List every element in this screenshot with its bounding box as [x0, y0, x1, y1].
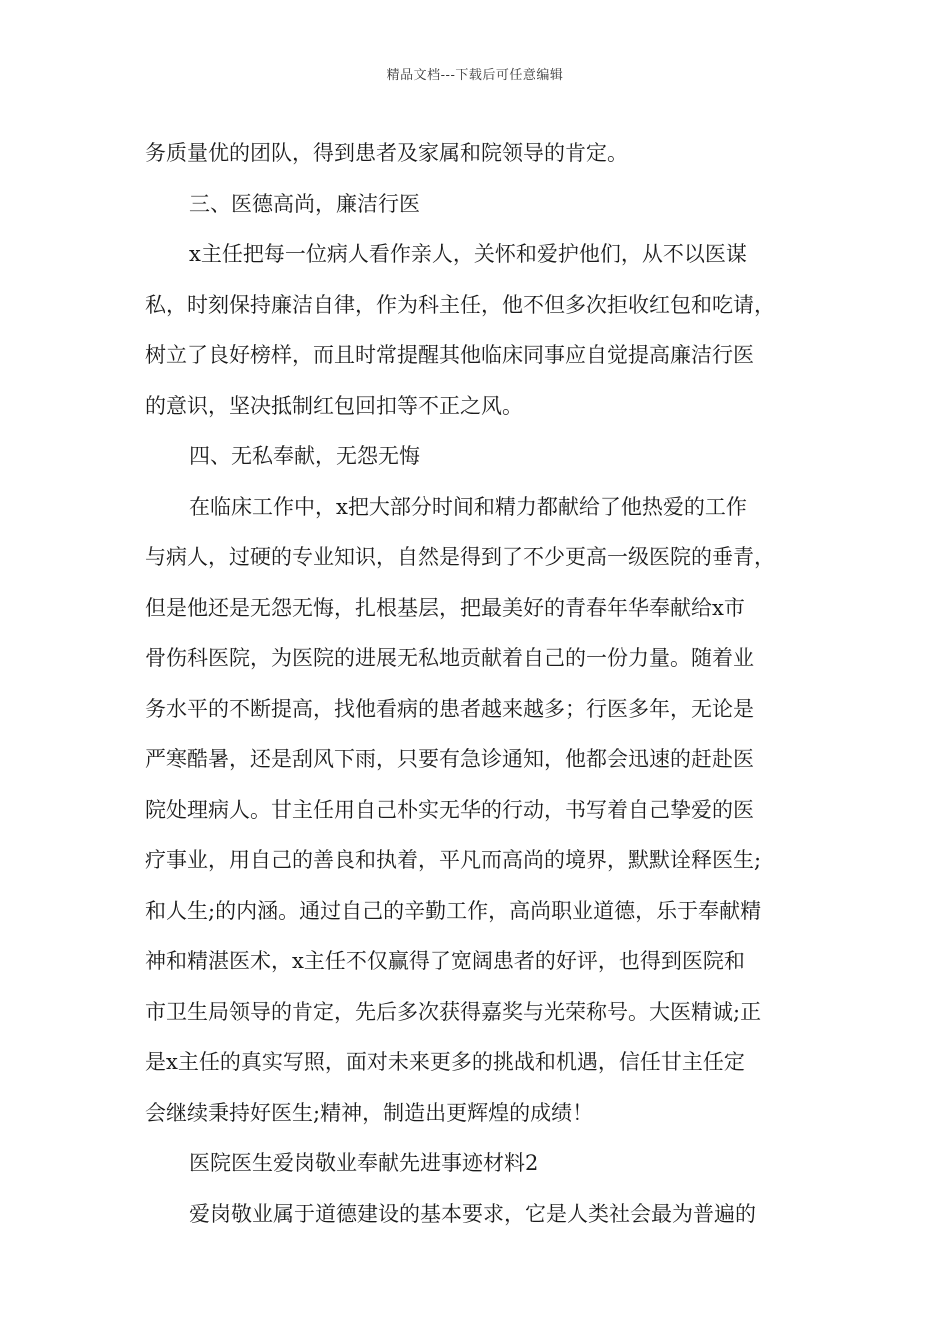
text-line: 神和精湛医术，x主任不仅赢得了宽阔患者的好评，也得到医院和	[145, 949, 745, 973]
text-line: 的意识，坚决抵制红包回扣等不正之风。	[145, 393, 523, 418]
text-line: 疗事业，用自己的善良和执着，平凡而高尚的境界，默默诠释医生;	[145, 848, 762, 872]
text-line: 树立了良好榜样，而且时常提醒其他临床同事应自觉提高廉洁行医	[145, 343, 754, 367]
text-line: 在临床工作中，x把大部分时间和精力都献给了他热爱的工作	[189, 494, 747, 519]
text-line: 但是他还是无怨无悔，扎根基层，把最美好的青春年华奉献给x市	[145, 595, 745, 620]
text-line: 和人生;的内涵。通过自己的辛勤工作，高尚职业道德，乐于奉献精	[145, 898, 762, 923]
section-heading: 三、医德高尚，廉洁行医	[189, 191, 420, 216]
text-line: 务质量优的团队，得到患者及家属和院领导的肯定。	[145, 141, 628, 165]
text-line: 会继续秉持好医生;精神，制造出更辉煌的成绩！	[145, 1100, 594, 1125]
page-header: 精品文档---下载后可任意编辑	[386, 68, 564, 83]
text-line: 与病人，过硬的专业知识，自然是得到了不少更高一级医院的垂青，	[145, 545, 775, 569]
document-body	[145, 128, 810, 1239]
text-line: 是x主任的真实写照，面对未来更多的挑战和机遇，信任甘主任定	[145, 1050, 745, 1074]
text-line: 市卫生局领导的肯定，先后多次获得嘉奖与光荣称号。大医精诚;正	[145, 999, 762, 1024]
text-line: 务水平的不断提高，找他看病的患者越来越多；行医多年，无论是	[145, 696, 754, 721]
text-line: 爱岗敬业属于道德建设的基本要求，它是人类社会最为普遍的	[189, 1201, 756, 1226]
text-line: 私，时刻保持廉洁自律，作为科主任，他不但多次拒收红包和吃请，	[145, 292, 775, 317]
section-heading: 四、无私奉献，无怨无悔	[189, 444, 420, 468]
document-title: 医院医生爱岗敬业奉献先进事迹材料2	[189, 1151, 539, 1175]
text-line: x主任把每一位病人看作亲人，关怀和爱护他们，从不以医谋	[189, 242, 747, 266]
text-line: 院处理病人。甘主任用自己朴实无华的行动，书写着自己挚爱的医	[145, 797, 754, 822]
text-line: 骨伤科医院，为医院的进展无私地贡献着自己的一份力量。随着业	[145, 646, 754, 670]
text-line: 严寒酷暑，还是刮风下雨，只要有急诊通知，他都会迅速的赶赴医	[145, 747, 754, 771]
